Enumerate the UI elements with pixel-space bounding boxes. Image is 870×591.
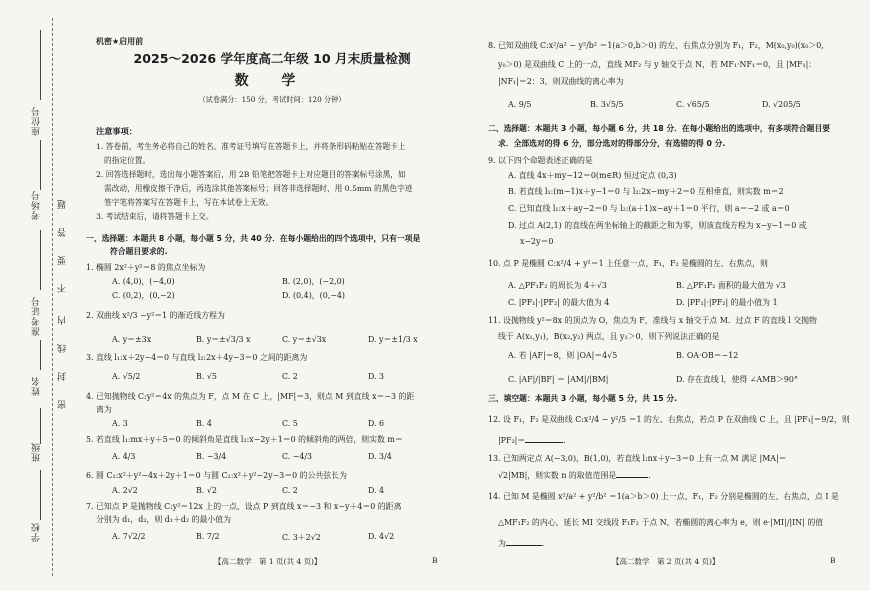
section-3-heading: 三、填空题：本题共 3 小题，每小题 5 分，共 15 分. (488, 394, 678, 403)
option-d: D. 6 (368, 419, 385, 428)
option-d: D. |PF₁|·|PF₂| 的最小值为 1 (676, 298, 778, 307)
option-c: C. y＝±√3x (282, 335, 327, 344)
school-label: 学校 (32, 522, 42, 542)
seat-number-label: 座位号 (32, 106, 42, 136)
seal-char: 题 (58, 200, 68, 209)
option-c: C. 已知直线 l₁:x＋ay−2＝0 与 l₂:(a＋1)x−ay＋1＝0 平行，则 a＝−2 或 a＝0 (508, 204, 790, 213)
question-11-cont: 线于 A(x₁,y₁)，B(x₂,y₂) 两点，且 y₁＞0，则下列说法正确的是 (498, 332, 720, 341)
question-1: 1. 椭圆 2x²＋y²＝8 的焦点坐标为 (86, 263, 206, 272)
option-c: C. 2 (282, 486, 298, 495)
exam-room-label: 考场号 (32, 190, 42, 220)
seal-char: 内 (58, 316, 68, 325)
question-13: 13. 已知两定点 A(−3,0)，B(1,0)，若直线 l:nx＋y−3＝0 上有一点 M 满足 |MA|＝ (488, 454, 787, 463)
option-a: A. 若 |AF|＝8，则 |OA|＝4√5 (508, 351, 618, 360)
option-d: D. 4 (368, 486, 385, 495)
question-12-cont: |PF₂|＝ . (498, 436, 566, 445)
option-c: C. |AF|/|BF| ＝ |AM|/|BM| (508, 375, 609, 384)
notice-line: 2. 回答选择题时，选出每小题答案后，用 2B 铅笔把答题卡上对应题目的答案标号涂黑，如 (96, 170, 406, 179)
question-8-cont: |NF₁|＝2：3，则双曲线的离心率为 (498, 77, 624, 86)
question-7: 7. 已知点 P 是抛物线 C:y²＝12x 上的一点，设点 P 到直线 x＝−3 和 x−y＋4＝0 的距离 (86, 502, 402, 511)
option-d: D. 3/4 (368, 452, 392, 461)
question-14-cont: 为 . (498, 539, 545, 548)
answer-blank (506, 538, 542, 546)
option-b: B. (2,0)，(−2,0) (282, 277, 345, 286)
option-a: A. 9/5 (508, 100, 532, 109)
option-a: A. (4,0)，(−4,0) (112, 277, 175, 286)
field-line (40, 140, 41, 190)
option-a: A. 4/3 (112, 452, 136, 461)
seal-char: 要 (58, 256, 68, 265)
option-d: D. 存在直线 l，使得 ∠AMB＞90° (676, 375, 798, 384)
question-14: 14. 已知 M 是椭圆 x²/a² + y²/b² ＝1(a＞b＞0) 上一点，F₁，F₂ 分别是椭圆的左、右焦点，点 I 是 (488, 492, 839, 501)
page-footer-right: 【高二数学 第 2 页(共 4 页)】 (612, 557, 720, 566)
option-a: A. √5/2 (112, 372, 141, 381)
notice-heading: 注意事项： (96, 126, 137, 136)
question-6: 6. 圆 C₁:x²＋y²−4x＋2y＋1＝0 与圆 C₂:x²＋y²−2y−3＝0 的公共弦长为 (86, 471, 347, 480)
question-3: 3. 直线 l₁:x＋2y−4＝0 与直线 l₂:2x＋4y−3＝0 之间的距离为 (86, 353, 308, 362)
name-label: 姓名 (32, 376, 42, 396)
paper-version-right: B (830, 556, 836, 565)
page-footer-left: 【高二数学 第 1 页(共 4 页)】 (214, 557, 322, 566)
section-1-heading-cont: 符合题目要求的. (110, 247, 168, 256)
question-10: 10. 点 P 是椭圆 C:x²/4 + y²＝1 上任意一点，F₁，F₂ 是椭圆的左、右焦点，则 (488, 259, 768, 268)
exam-title: 2025～2026 学年度高二年级 10 月末质量检测 (133, 51, 411, 66)
class-label: 班级 (32, 442, 42, 462)
option-b: B. √2 (196, 486, 217, 495)
option-d: D. (0,4)，(0,−4) (282, 291, 345, 300)
answer-blank (616, 470, 648, 478)
field-line (40, 30, 41, 100)
option-b: B. OA·OB＝−12 (676, 351, 739, 360)
question-11: 11. 设抛物线 y²＝8x 的顶点为 O，焦点为 F，准线与 x 轴交于点 M．过点 F 的直线 l 交抛物 (488, 316, 817, 325)
question-7-cont: 分别为 d₁，d₂，则 d₁＋d₂ 的最小值为 (96, 515, 232, 524)
exam-info: （试卷满分：150 分，考试时间：120 分钟） (198, 95, 346, 104)
question-8: 8. 已知双曲线 C:x²/a² − y²/b² ＝1(a＞0,b＞0) 的左、右焦点分别为 F₁，F₂，M(x₀,y₀)(x₀＞0, (488, 41, 824, 50)
seal-dash-line (52, 18, 53, 576)
field-line (40, 230, 41, 290)
option-c: C. −4/3 (282, 452, 313, 461)
option-a: A. △PF₁F₂ 的周长为 4＋√3 (508, 281, 607, 290)
seal-char: 线 (58, 344, 68, 353)
option-d-cont: x−2y＝0 (520, 237, 554, 246)
option-c: C. 5 (282, 419, 298, 428)
seal-char: 密 (58, 400, 68, 409)
section-2-heading: 二、选择题：本题共 3 小题，每小题 6 分，共 18 分．在每小题给出的选项中，有多项符合题目要 (488, 124, 831, 133)
option-c: C. 3＋2√2 (282, 533, 321, 542)
field-line (40, 340, 41, 370)
notice-line: 需改动，用橡皮擦干净后，再选涂其他答案标号；回答非选择题时，用 0.5mm 的黑色字迹 (104, 184, 413, 193)
question-12: 12. 设 F₁，F₂ 是双曲线 C:x²/4 − y²/5 ＝1 的左、右焦点，若点 P 在双曲线 C 上，且 |PF₁|＝9/2，则 (488, 415, 850, 424)
question-14-cont: △MF₁F₂ 的内心，延长 MI 交线段 F₁F₂ 于点 N，若椭圆的离心率为 e，则 e·|MI|/|IN| 的值 (498, 518, 824, 527)
confidential-mark: 机密★启用前 (96, 37, 144, 46)
notice-line: 3. 考试结束后，请将答题卡上交。 (96, 212, 214, 221)
option-a: A. 7√2/2 (112, 532, 146, 541)
option-b: B. 3√5/5 (590, 100, 624, 109)
option-d: D. 过点 A(2,1) 的直线在两坐标轴上的截距之和为零，则该直线方程为 x−y−1＝0 或 (508, 221, 807, 230)
option-b: B. 若直线 l₁:(m−1)x＋y−1＝0 与 l₂:2x−my＋2＝0 互相垂直，则实数 m＝2 (508, 187, 784, 196)
section-2-heading-cont: 求．全部选对的得 6 分，部分选对的得部分分，有选错的得 0 分. (498, 139, 726, 148)
question-13-cont: √2|MB|，则实数 n 的取值范围是 . (498, 471, 651, 480)
notice-line: 签字笔将答案写在答题卡上，写在本试卷上无效。 (104, 198, 274, 207)
question-4-cont: 离为 (96, 405, 112, 414)
question-2: 2. 双曲线 x²/3 −y²＝1 的渐近线方程为 (86, 311, 225, 320)
option-b: B. −3/4 (196, 452, 227, 461)
option-b: B. √5 (196, 372, 217, 381)
option-c: C. √65/5 (676, 100, 710, 109)
question-4: 4. 已知抛物线 C:y²＝4x 的焦点为 F，点 M 在 C 上，|MF|＝3，则点 M 到直线 x＝−3 的距 (86, 392, 415, 401)
option-d: D. y＝±1/3 x (368, 335, 418, 344)
seal-char: 封 (58, 372, 68, 381)
notice-line: 的指定位置。 (104, 156, 151, 165)
section-1-heading: 一、选择题：本题共 8 小题，每小题 5 分，共 40 分．在每小题给出的四个选项中，只有一项是 (86, 234, 421, 243)
option-b: B. y＝±√3/3 x (196, 335, 251, 344)
seal-char: 不 (58, 284, 68, 293)
option-b: B. 7/2 (196, 532, 220, 541)
option-a: A. y＝±3x (112, 335, 152, 344)
answer-blank (525, 435, 563, 443)
option-a: A. 3 (112, 419, 128, 428)
question-5: 5. 若直线 l₁:mx＋y＋5＝0 的倾斜角是直线 l₂:x−2y＋1＝0 的倾斜角的两倍，则实数 m＝ (86, 435, 403, 444)
subject-title: 数 学 (234, 73, 310, 89)
question-9: 9. 以下四个命题表述正确的是 (488, 156, 593, 165)
option-a: A. 直线 4x＋my−12＝0(m∈R) 恒过定点 (0,3) (508, 171, 677, 180)
option-b: B. △PF₁F₂ 面积的最大值为 √3 (676, 281, 786, 290)
option-d: D. √205/5 (762, 100, 801, 109)
notice-line: 1. 答卷前，考生务必将自己的姓名、准考证号填写在答题卡上，并将条形码粘贴在答题卡上 (96, 142, 406, 151)
field-line (40, 470, 41, 520)
option-b: B. 4 (196, 419, 212, 428)
option-c: C. (0,2)，(0,−2) (112, 291, 175, 300)
option-d: D. 4√2 (368, 532, 395, 541)
option-c: C. 2 (282, 372, 298, 381)
option-d: D. 3 (368, 372, 385, 381)
seal-char: 答 (58, 228, 68, 237)
question-8-cont: y₀＞0) 是双曲线 C 上的一点，直线 MF₂ 与 y 轴交于点 N，若 MF₁·NF₁＝0，且 |MF₁|： (498, 60, 817, 69)
field-line (40, 408, 41, 444)
option-c: C. |PF₁|·|PF₂| 的最大值为 4 (508, 298, 610, 307)
paper-version-left: B (432, 556, 438, 565)
admission-number-label: 准考证号 (32, 296, 42, 336)
option-a: A. 2√2 (112, 486, 138, 495)
